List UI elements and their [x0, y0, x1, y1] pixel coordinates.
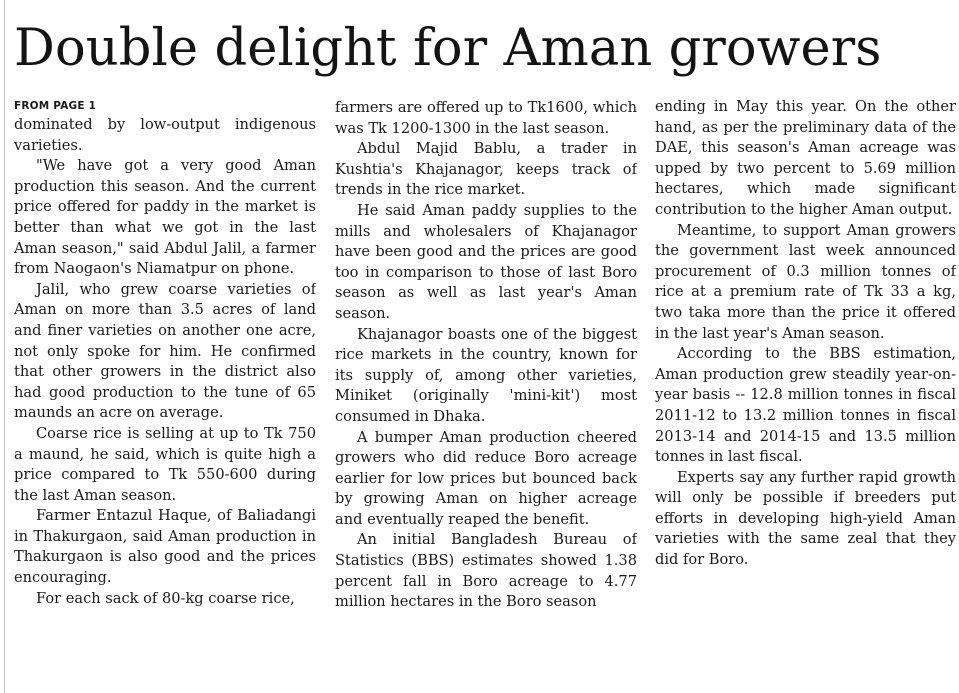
page-left-rule: [4, 0, 5, 693]
paragraph: ending in May this year. On the other hand, as per the preliminary data of the DAE, this season's Aman acreage was upped by two percent to 5.69 million hectares, which made significant contribution to the higher Aman output.: [655, 98, 956, 218]
dateline: FROM PAGE 1: [14, 100, 97, 112]
paragraph: Farmer Entazul Haque, of Baliadangi in Thakurgaon, said Aman production in Thakurgaon is also good and the prices encouraging.: [14, 507, 316, 587]
paragraph: farmers are offered up to Tk1600, which was Tk 1200-1300 in the last season.: [335, 99, 637, 137]
paragraph: He said Aman paddy supplies to the mills and wholesalers of Khajanagor have been good and the prices are good too in comparison to those of last Boro season as well as last year's Aman season.: [335, 201, 637, 322]
paragraph: Abdul Majid Bablu, a trader in Kushtia's Khajanagor, keeps track of trends in the rice market.: [335, 140, 637, 199]
paragraph: An initial Bangladesh Bureau of Statistics (BBS) estimates showed 1.38 percent fall in Boro acreage to 4.77 million hectares in the Boro season: [335, 531, 637, 611]
paragraph: For each sack of 80-kg coarse rice,: [36, 589, 295, 607]
paragraph: Jalil, who grew coarse varieties of Aman on more than 3.5 acres of land and finer varieties on another one acre, not only spoke for him. He confirmed that other growers in the district also had good production to the tune of 65 maunds an acre on average.: [14, 280, 316, 422]
paragraph: "We have got a very good Aman production this season. And the current price offered for paddy in the market is better than what we got in the last Aman season," said Abdul Jalil, a farmer from Naogaon's Niamatpur on phone.: [14, 157, 316, 278]
paragraph: Meantime, to support Aman growers the government last week announced procurement of 0.3 million tonnes of rice at a premium rate of Tk 33 a kg, two taka more than the price it offered in the last year's Aman season.: [655, 221, 956, 342]
paragraph: A bumper Aman production cheered growers who did reduce Boro acreage earlier for low prices but bounced back by growing Aman on higher acreage and eventually reaped the benefit.: [335, 428, 637, 528]
article-column-2: [335, 98, 637, 613]
paragraph: Experts say any further rapid growth will only be possible if breeders put efforts in developing high-yield Aman varieties with the same zeal that they did for Boro.: [655, 468, 956, 569]
paragraph: Khajanagor boasts one of the biggest rice markets in the country, known for its supply of, among other varieties, Miniket (originally 'mini-kit') most consumed in Dhaka.: [335, 325, 637, 425]
paragraph: According to the BBS estimation, Aman production grew steadily year-on-year basis -- 12.8 million tonnes in fiscal 2011-12 to 13.2 million tonnes in fiscal 2013-14 and 2014-15 and 13.5 million tonnes in last fiscal.: [655, 345, 956, 466]
article-column-1: [14, 97, 316, 609]
paragraph: Coarse rice is selling at up to Tk 750 a maund, he said, which is quite high a price compared to Tk 550-600 during the last Aman season.: [14, 424, 316, 504]
paragraph: dominated by low-output indigenous varieties.: [14, 116, 316, 154]
headline: Double delight for Aman growers: [14, 19, 882, 78]
article-column-3: [655, 97, 956, 571]
